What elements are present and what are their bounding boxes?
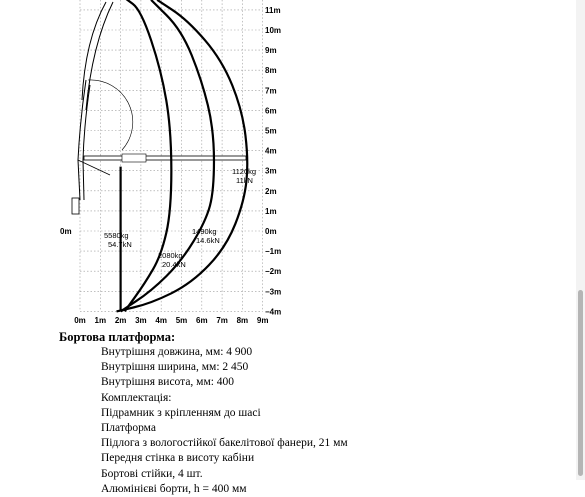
load-label-kn: 20.4kN — [162, 260, 186, 269]
y-tick-label: 7m — [265, 86, 277, 96]
y-tick-label: 8m — [265, 66, 277, 76]
y-tick-label: −4m — [265, 307, 282, 317]
load-labels — [104, 167, 256, 269]
y-tick-label: 5m — [265, 126, 277, 136]
spec-item: Передня стінка в висоту кабіни — [101, 452, 255, 465]
x-tick-label: 3m — [135, 316, 147, 325]
x-tick-label: 1m — [94, 316, 107, 325]
x-tick-label: 4m — [155, 316, 167, 325]
x-tick-label: 5m — [175, 316, 188, 325]
y-tick-label: 9m — [265, 46, 277, 56]
crane-base — [72, 198, 79, 214]
vertical-scrollbar[interactable] — [576, 0, 585, 480]
y-tick-label: 3m — [265, 166, 277, 176]
y-tick-label: 10m — [265, 26, 282, 35]
x-tick-label: 6m — [196, 316, 208, 325]
y-tick-label: 2m — [265, 186, 277, 196]
y-tick-label: 4m — [265, 146, 277, 156]
load-label-kn: 54.7kN — [108, 240, 132, 249]
y-tick-label: 0m — [265, 227, 277, 236]
spec-item: Внутрішня висота, мм: 400 — [101, 376, 235, 389]
boom-hook-block — [122, 154, 146, 162]
x-tick-label: 9m — [256, 316, 269, 325]
spec-item: Внутрішня ширина, мм: 2 450 — [101, 361, 249, 374]
spec-item: Алюмінієві борти, h = 400 мм — [101, 482, 247, 495]
y-tick-label: −1m — [265, 247, 282, 257]
load-label-kg: 5580kg — [104, 231, 129, 240]
y-tick-label: 6m — [265, 106, 277, 116]
y-origin-label: 0m — [60, 227, 72, 236]
spec-item: Комплектація: — [101, 391, 172, 404]
x-tick-label: 0m — [74, 316, 86, 325]
spec-item: Платформа — [101, 422, 156, 435]
crane-boom-drawing — [72, 2, 246, 214]
y-tick-label: −2m — [265, 267, 282, 277]
load-label-kg: 2080kg — [158, 251, 183, 260]
y-tick-label: −3m — [265, 287, 282, 297]
load-label-kg: 1120kg — [232, 167, 257, 176]
load-label-kg: 1490kg — [192, 227, 217, 236]
boom-extension — [84, 156, 246, 160]
x-tick-label: 2m — [114, 316, 127, 325]
scrollbar-thumb[interactable] — [578, 290, 583, 476]
platform-spec — [59, 330, 539, 497]
spec-item: Підрамник з кріпленням до шасі — [101, 406, 261, 419]
load-label-kn: 14.6kN — [196, 236, 220, 245]
spec-item: Бортові стійки, 4 шт. — [101, 467, 203, 480]
boom-upper-line — [86, 2, 113, 110]
load-label-kn: 11kN — [236, 176, 253, 185]
y-tick-label: 1m — [265, 206, 277, 216]
y-tick-label: 11m — [265, 5, 281, 15]
spec-title: Бортова платформа: — [59, 330, 176, 344]
spec-item: Підлога з вологостійкої бакелітової фанери, 21 мм — [101, 437, 348, 450]
spec-list — [59, 345, 539, 497]
spec-item: Внутрішня довжина, мм: 4 900 — [101, 346, 253, 358]
x-tick-label: 8m — [236, 316, 249, 325]
x-tick-label: 7m — [216, 316, 228, 325]
